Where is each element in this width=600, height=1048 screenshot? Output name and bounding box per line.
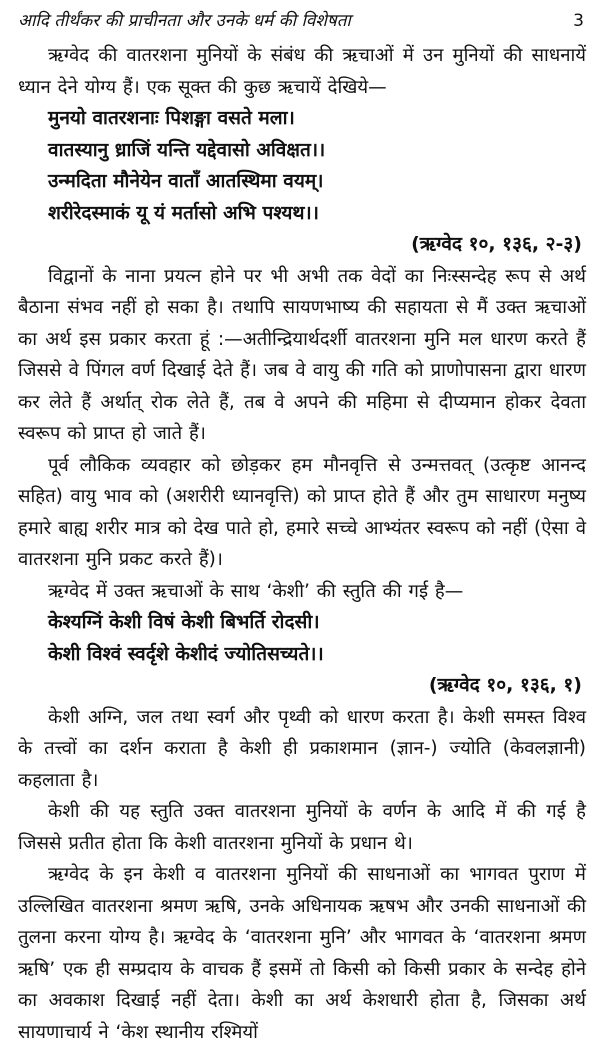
verse-line: उन्मदिता मौनेयेन वाताँ आतस्थिमा वयम्।: [48, 170, 324, 192]
running-header: [18, 6, 586, 36]
paragraph-1: ऋग्वेद की वातरशना मुनियों के संबंध की ऋचाओं में उन मुनियों की साधनायें ध्यान देने योग्य हैं। एक सूक्त की कुछ ऋचायें देखिये—: [18, 45, 586, 98]
paragraph-3: पूर्व लौकिक व्यवहार को छोड़कर हम मौनवृत्ति से उन्मत्तवत् (उत्कृष्ट आनन्द सहित) वायु भाव को (अशरीरी ध्यानवृत्ति) को प्राप्त होते हैं और तुम साधारण मनुष्य हमारे बाह्य शरीर मात्र को देख पाते हो, हमारे सच्चे आभ्यंतर स्वरूप को नहीं (ऐसा वे वातरशना मुनि प्रकट करते हैं)।: [18, 454, 586, 570]
verse-block-1: [18, 103, 586, 229]
page-number: 3: [573, 11, 584, 31]
body-text: [18, 40, 586, 1048]
paragraph-5: केशी अग्नि, जल तथा स्वर्ग और पृथ्वी को धारण करता है। केशी समस्त विश्व के तत्त्वों का दर्शन कराता है केशी ही प्रकाशमान (ज्ञान-) ज्योति (केवलज्ञानी) कहलाता है।: [18, 706, 586, 791]
verse-line: केश्यग्निं केशी विषं केशी बिभर्ति रोदसी।: [48, 611, 320, 633]
verse-block-2: [18, 607, 586, 670]
verse-line: शरीरेदस्माकं यू यं मर्तासो अभि पश्यथ।।: [48, 201, 319, 224]
running-title: आदि तीर्थंकर की प्राचीनता और उनके धर्म की विशेषता: [18, 11, 351, 31]
citation-1: (ऋग्वेद १०, १३६, २-३): [411, 233, 582, 255]
verse-line: वातस्यानु ध्राजिं यन्ति यद्देवासो अविक्षत।।: [48, 138, 326, 161]
verse-line: केशी विश्वं स्वर्दृशे केशीदं ज्योतिसच्यते।।: [48, 642, 324, 665]
paragraph-2: विद्वानों के नाना प्रयत्न होने पर भी अभी तक वेदों का निःस्सन्देह रूप से अर्थ बैठाना संभव नहीं हो सका है। तथापि सायणभाष्य की सहायता से मैं उक्त ऋचाओं का अर्थ इस प्रकार करता हूं :—अतीन्द्रियार्थदर्शी वातरशना मुनि मल धारण करते हैं जिससे वे पिंगल वर्ण दिखाई देते हैं। जब वे वायु की गति को प्राणोपासना द्वारा धारण कर लेते हैं अर्थात् रोक लेते हैं, तब वे अपने की महिमा से दीप्यमान होकर देवता स्वरूप को प्राप्त हो जाते हैं।: [18, 265, 586, 444]
paragraph-7: ऋग्वेद के इन केशी व वातरशना मुनियों की साधनाओं का भागवत पुराण में उल्लिखित वातरशना श्रमण ऋषि, उनके अधिनायक ऋषभ और उनकी साधनाओं की तुलना करना योग्य है। ऋग्वेद के ‘वातरशना मुनि’ और भागवत के ‘वातरशना श्रमण ऋषि’ एक ही सम्प्रदाय के वाचक हैं इसमें तो किसी को किसी प्रकार के सन्देह होने का अवकाश दिखाई नहीं देता। केशी का अर्थ केशधारी होता है, जिसका अर्थ सायणाचार्य ने ‘केश स्थानीय रश्मियों: [18, 864, 586, 1043]
verse-line: मुनयो वातरशनाः पिशङ्गा वसते मला।: [48, 107, 295, 129]
citation-2: (ऋग्वेद १०, १३६, १): [428, 674, 582, 696]
paragraph-4: ऋग्वेद में उक्त ऋचाओं के साथ ‘केशी’ की स्तुति की गई है—: [48, 580, 464, 602]
paragraph-6: केशी की यह स्तुति उक्त वातरशना मुनियों के वर्णन के आदि में की गई है जिससे प्रतीत होता कि केशी वातरशना मुनियों के प्रधान थे।: [18, 801, 586, 854]
